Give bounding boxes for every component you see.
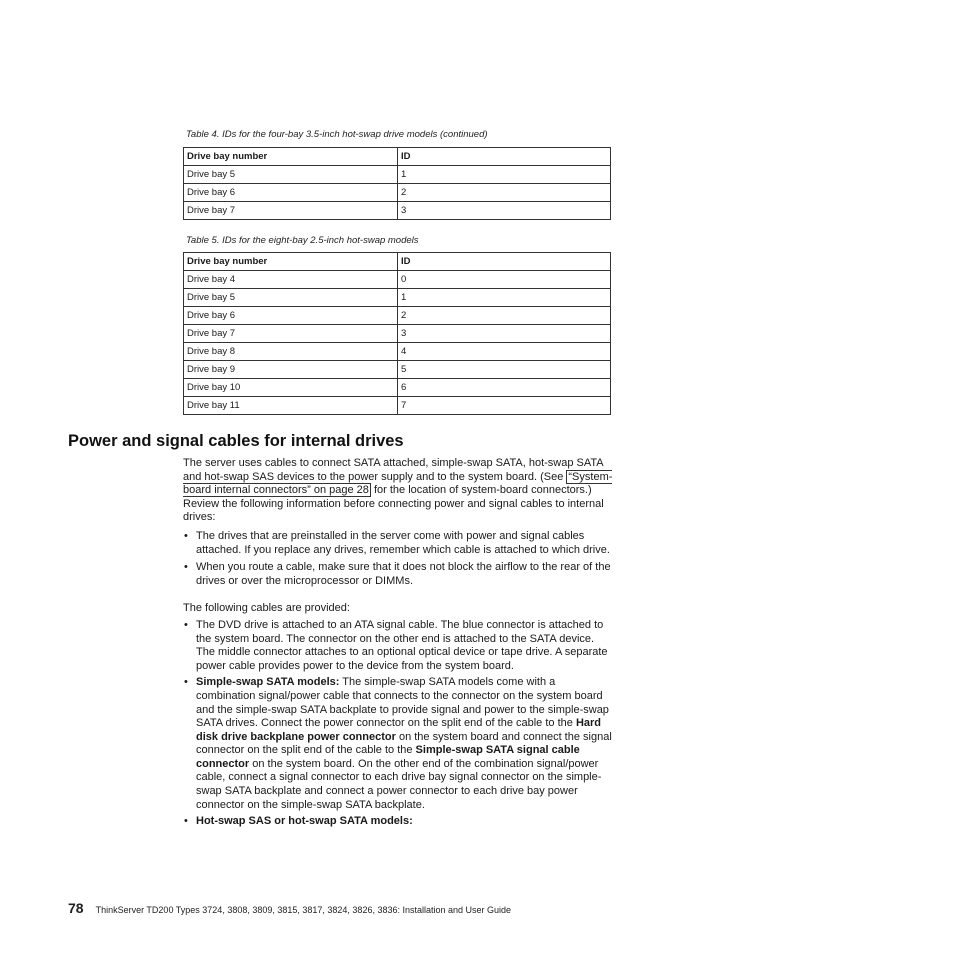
table-row [184,325,611,343]
id-cell: 5 [398,361,611,379]
cables-intro: The following cables are provided: [183,602,350,615]
drive-bay-cell: Drive bay 4 [184,271,398,289]
drive-bay-cell: Drive bay 11 [184,397,398,415]
drive-bay-cell: Drive bay 5 [184,166,398,184]
intro-paragraph [183,457,613,525]
simple-swap-title: Simple-swap SATA models: [196,676,340,689]
table-row [184,307,611,325]
table-row [184,184,611,202]
drive-bay-cell: Drive bay 8 [184,343,398,361]
table-row [184,202,611,220]
drive-bay-cell: Drive bay 7 [184,325,398,343]
column-header-id: ID [398,253,611,271]
list-item-simple-swap [183,676,613,812]
page-number: 78 [68,900,84,916]
column-header-id: ID [398,148,611,166]
id-cell: 0 [398,271,611,289]
table4 [183,147,611,220]
simple-swap-text-2: on the system board and connect the signal connector on the split end of the cable to the [196,730,612,757]
footer-title: ThinkServer TD200 Types 3724, 3808, 3809, 3815, 3817, 3824, 3826, 3836: Installation and User Guide [95,905,512,915]
id-cell: 7 [398,397,611,415]
drive-bay-cell: Drive bay 6 [184,307,398,325]
id-cell: 6 [398,379,611,397]
list-item: • When you route a cable, make sure that it does not block the airflow to the rear of the drives or over the microprocessor or DIMMs. [183,561,613,588]
column-header-drive-bay: Drive bay number [184,148,398,166]
table-row [184,166,611,184]
cables-list [183,619,613,829]
drive-bay-cell: Drive bay 6 [184,184,398,202]
page-footer [68,900,511,916]
table-row [184,397,611,415]
id-cell: 2 [398,307,611,325]
column-header-drive-bay: Drive bay number [184,253,398,271]
id-cell: 3 [398,325,611,343]
simple-swap-text-3: on the system board. On the other end of the combination signal/power cable, connect a signal connector to each drive bay signal connector on the simple-swap SATA backplate and connect a power connector to each drive bay power connector on the simple-swap SATA backplate. [196,757,602,811]
section-heading: Power and signal cables for internal drives [68,432,404,450]
list-item-dvd: • The DVD drive is attached to an ATA signal cable. The blue connector is attached to the system board. The connector on the other end is attached to the SATA device. The middle connector attaches to an optional optical device or tape drive. A separate power cable provides power to the device from the system board. [183,619,613,673]
table5 [183,252,611,415]
table-row [184,289,611,307]
intro-text: The server uses cables to connect SATA attached, simple-swap SATA, hot-swap SATA and hot-swap SAS devices to the power supply and to the system board. (See [183,457,604,483]
id-cell: 1 [398,166,611,184]
simple-swap-text-1: The simple-swap SATA models come with a combination signal/power cable that connects to the connector on the system board and the simple-swap SATA backplate to provide signal and power to the simple-swap SATA drives. Connect the power connector on the split end of the cable to the [196,676,609,730]
table-header-row [184,253,611,271]
drive-bay-cell: Drive bay 10 [184,379,398,397]
drive-bay-cell: Drive bay 7 [184,202,398,220]
table-row [184,343,611,361]
signal-connector-term: Simple-swap SATA signal cable connector [196,744,580,770]
table4-caption: Table 4. IDs for the four-bay 3.5-inch hot-swap drive models (continued) [186,129,488,140]
cross-reference-link[interactable]: “System-board internal connectors” on page 28 [183,470,613,497]
id-cell: 3 [398,202,611,220]
table5-caption: Table 5. IDs for the eight-bay 2.5-inch hot-swap models [186,235,419,246]
id-cell: 4 [398,343,611,361]
id-cell: 2 [398,184,611,202]
drive-bay-cell: Drive bay 5 [184,289,398,307]
power-connector-term: Hard disk drive backplane power connector [196,717,601,743]
intro-text-end: for the location of system-board connectors.) Review the following information before connecting power and signal cables to internal drives: [183,484,604,524]
list-item: • The drives that are preinstalled in the server come with power and signal cables attached. If you replace any drives, remember which cable is attached to which drive. [183,530,613,557]
table-row [184,379,611,397]
hot-swap-title: Hot-swap SAS or hot-swap SATA models: [196,815,413,828]
section-body [183,457,613,829]
drive-bay-cell: Drive bay 9 [184,361,398,379]
notes-list [183,530,613,588]
table-row [184,361,611,379]
list-item-hot-swap [183,815,613,829]
table-row [184,271,611,289]
id-cell: 1 [398,289,611,307]
table-header-row [184,148,611,166]
